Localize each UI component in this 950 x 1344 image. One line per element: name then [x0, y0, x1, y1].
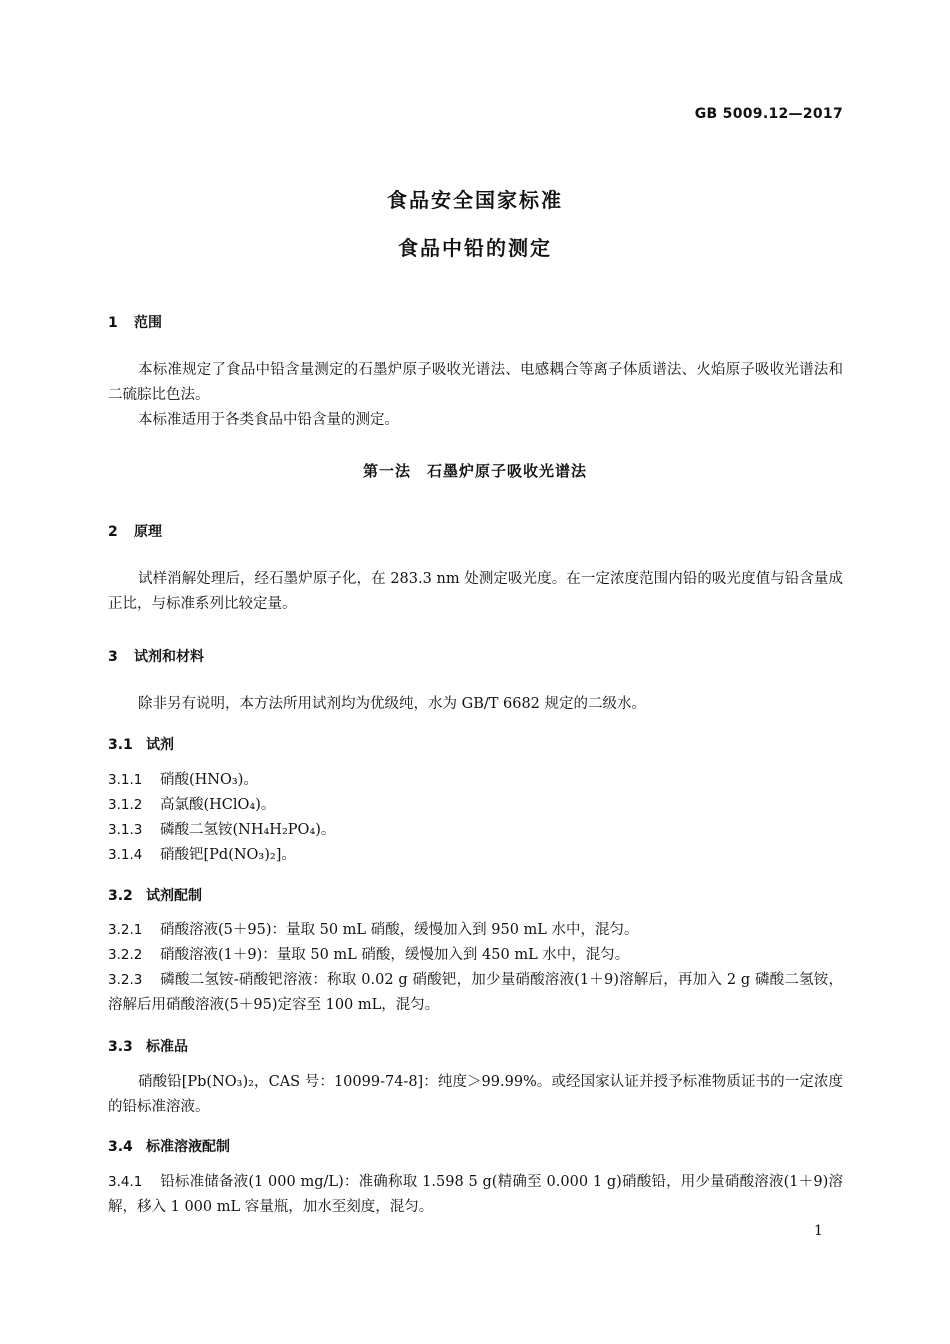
item-text: 磷酸二氢铵(NH₄H₂PO₄)。 [160, 822, 336, 838]
section-number: 1 [108, 315, 118, 331]
method-1-title: 第一法 石墨炉原子吸收光谱法 [362, 462, 587, 480]
section-3-3-heading [108, 1036, 188, 1056]
item-number: 3.1.2 [108, 797, 143, 813]
section-title: 范围 [134, 315, 162, 331]
item-text: 磷酸二氢铵-硝酸钯溶液：称取 0.02 g 硝酸钯，加少量硝酸溶液(1＋9)溶解后，再加入 2 g 磷酸二氢铵，溶解后用硝酸溶液(5＋95)定容至 100 mL，混匀。 [108, 972, 843, 1013]
item-text: 硝酸溶液(5＋95)：量取 50 mL 硝酸，缓慢加入到 950 mL 水中，混匀。 [160, 922, 639, 938]
item-number: 3.1.4 [108, 847, 143, 863]
item-text: 硝酸钯[Pd(NO₃)₂]。 [160, 847, 296, 863]
section-1-heading [108, 312, 162, 332]
item-text: 硝酸(HNO₃)。 [160, 772, 258, 788]
section-number: 3.3 [108, 1039, 133, 1055]
section-number: 3.4 [108, 1139, 133, 1155]
section-3-1-heading [108, 734, 174, 754]
list-item [108, 968, 843, 1018]
item-text: 高氯酸(HClO₄)。 [160, 797, 276, 813]
list-item [108, 918, 843, 943]
section-title: 标准溶液配制 [146, 1139, 230, 1155]
section-title: 原理 [134, 524, 162, 540]
item-text: 铅标准储备液(1 000 mg/L)：准确称取 1.598 5 g(精确至 0.000 1 g)硝酸铅，用少量硝酸溶液(1＋9)溶解，移入 1 000 mL 容量瓶，加水至刻度，混匀。 [108, 1174, 843, 1215]
section-number: 2 [108, 524, 118, 540]
section-3-3-paragraph: 硝酸铅[Pb(NO₃)₂，CAS 号：10099-74-8]：纯度＞99.99%。或经国家认证并授予标准物质证书的一定浓度的铅标准溶液。 [108, 1074, 843, 1115]
item-number: 3.1.1 [108, 772, 143, 788]
item-number: 3.2.2 [108, 947, 143, 963]
list-item [108, 818, 843, 843]
section-title: 试剂和材料 [134, 649, 204, 665]
section-title: 试剂配制 [146, 888, 202, 904]
item-number: 3.2.1 [108, 922, 143, 938]
page-number: 1 [814, 1223, 823, 1239]
item-number: 3.2.3 [108, 972, 143, 988]
list-item [108, 768, 843, 793]
section-2-paragraph: 试样消解处理后，经石墨炉原子化，在 283.3 nm 处测定吸光度。在一定浓度范围内铅的吸光度值与铅含量成正比，与标准系列比较定量。 [108, 571, 843, 612]
document-title-line2: 食品中铅的测定 [398, 236, 552, 260]
section-2-heading [108, 521, 162, 541]
section-3-2-heading [108, 885, 202, 905]
section-number: 3 [108, 649, 118, 665]
standard-code: GB 5009.12—2017 [694, 106, 843, 122]
section-3-4-heading [108, 1136, 230, 1156]
section-title: 标准品 [146, 1039, 188, 1055]
list-item [108, 943, 843, 968]
item-number: 3.1.3 [108, 822, 143, 838]
item-text: 硝酸溶液(1＋9)：量取 50 mL 硝酸，缓慢加入到 450 mL 水中，混匀。 [160, 947, 630, 963]
item-number: 3.4.1 [108, 1174, 143, 1190]
document-title-line1: 食品安全国家标准 [387, 188, 563, 212]
section-number: 3.1 [108, 737, 133, 753]
section-3-heading [108, 646, 204, 666]
section-number: 3.2 [108, 888, 133, 904]
section-3-paragraph: 除非另有说明，本方法所用试剂均为优级纯，水为 GB/T 6682 规定的二级水。 [138, 696, 647, 712]
section-title: 试剂 [146, 737, 174, 753]
list-item [108, 1170, 843, 1220]
section-1-paragraph-1: 本标准规定了食品中铅含量测定的石墨炉原子吸收光谱法、电感耦合等离子体质谱法、火焰原子吸收光谱法和二硫腙比色法。 [108, 362, 843, 403]
section-1-paragraph-2: 本标准适用于各类食品中铅含量的测定。 [138, 412, 399, 428]
list-item [108, 843, 843, 868]
list-item [108, 793, 843, 818]
